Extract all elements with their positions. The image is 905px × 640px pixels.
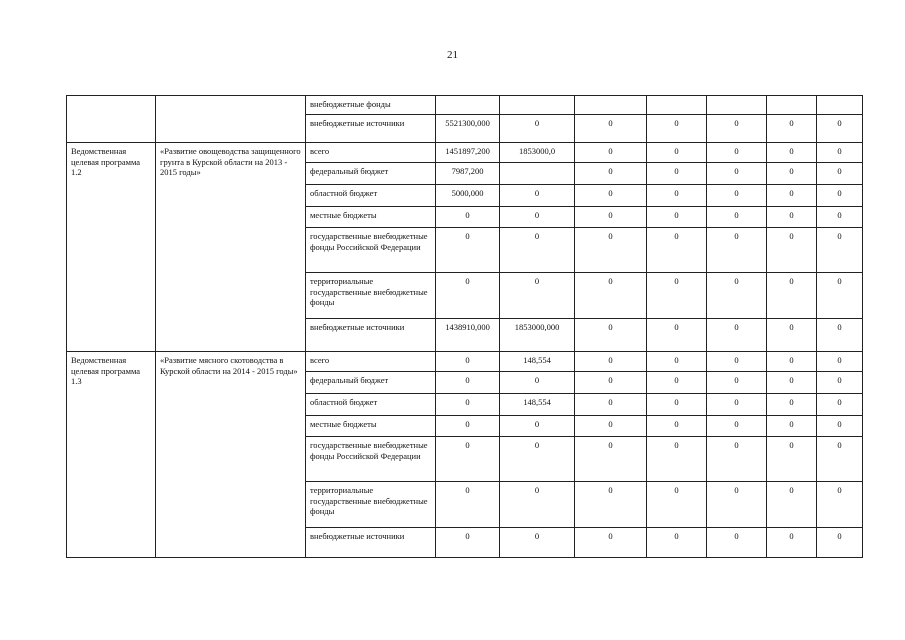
- value-cell: 0: [647, 437, 707, 482]
- value-cell: 0: [575, 143, 647, 163]
- funding-source-cell: местные бюджеты: [306, 207, 436, 228]
- value-cell: 0: [817, 437, 863, 482]
- value-cell: 0: [500, 416, 575, 437]
- value-cell: 0: [436, 416, 500, 437]
- value-cell: 0: [707, 163, 767, 185]
- value-cell: 0: [707, 115, 767, 143]
- value-cell: 0: [707, 273, 767, 319]
- value-cell: [575, 96, 647, 115]
- funding-source-cell: внебюджетные источники: [306, 115, 436, 143]
- value-cell: 0: [707, 352, 767, 372]
- value-cell: 0: [767, 273, 817, 319]
- value-cell: 0: [767, 482, 817, 528]
- value-cell: 0: [647, 352, 707, 372]
- value-cell: 0: [436, 207, 500, 228]
- value-cell: 0: [707, 228, 767, 273]
- value-cell: 0: [767, 416, 817, 437]
- program-cell: [67, 96, 156, 143]
- value-cell: 0: [707, 437, 767, 482]
- value-cell: 0: [647, 273, 707, 319]
- value-cell: 0: [817, 528, 863, 558]
- value-cell: 0: [500, 482, 575, 528]
- value-cell: 0: [817, 482, 863, 528]
- value-cell: 0: [436, 273, 500, 319]
- value-cell: 0: [817, 115, 863, 143]
- value-cell: 0: [500, 115, 575, 143]
- value-cell: 1853000,000: [500, 319, 575, 352]
- value-cell: 0: [500, 437, 575, 482]
- value-cell: 0: [767, 228, 817, 273]
- value-cell: 0: [647, 372, 707, 394]
- value-cell: 0: [707, 319, 767, 352]
- program-name-cell: [156, 96, 306, 143]
- value-cell: 0: [575, 372, 647, 394]
- value-cell: 0: [707, 416, 767, 437]
- program-name-cell: «Развитие овощеводства защищенного грунта в Курской области на 2013 - 2015 годы»: [156, 143, 306, 352]
- funding-source-cell: федеральный бюджет: [306, 163, 436, 185]
- value-cell: [500, 96, 575, 115]
- value-cell: 0: [767, 185, 817, 207]
- funding-source-cell: всего: [306, 352, 436, 372]
- value-cell: 0: [575, 482, 647, 528]
- value-cell: 1438910,000: [436, 319, 500, 352]
- value-cell: 0: [575, 416, 647, 437]
- value-cell: 0: [767, 437, 817, 482]
- value-cell: 0: [707, 528, 767, 558]
- value-cell: [707, 96, 767, 115]
- value-cell: 0: [575, 352, 647, 372]
- value-cell: 0: [817, 352, 863, 372]
- funding-source-cell: территориальные государственные внебюджетные фонды: [306, 273, 436, 319]
- value-cell: 0: [767, 319, 817, 352]
- value-cell: 0: [500, 273, 575, 319]
- value-cell: 0: [575, 437, 647, 482]
- value-cell: 0: [707, 143, 767, 163]
- value-cell: 0: [575, 185, 647, 207]
- table-row: [67, 352, 863, 372]
- value-cell: 1853000,0: [500, 143, 575, 163]
- value-cell: 0: [575, 528, 647, 558]
- value-cell: 0: [436, 352, 500, 372]
- value-cell: 5000,000: [436, 185, 500, 207]
- value-cell: 0: [767, 143, 817, 163]
- budget-table: [66, 95, 863, 558]
- table-body: [67, 96, 863, 558]
- value-cell: 0: [436, 228, 500, 273]
- funding-source-cell: внебюджетные источники: [306, 319, 436, 352]
- value-cell: 0: [575, 319, 647, 352]
- value-cell: 0: [817, 273, 863, 319]
- funding-source-cell: территориальные государственные внебюджетные фонды: [306, 482, 436, 528]
- value-cell: 0: [817, 394, 863, 416]
- value-cell: 0: [817, 372, 863, 394]
- table-row: [67, 143, 863, 163]
- value-cell: 0: [707, 185, 767, 207]
- value-cell: 7987,200: [436, 163, 500, 185]
- value-cell: 148,554: [500, 394, 575, 416]
- value-cell: 0: [436, 437, 500, 482]
- value-cell: 0: [767, 394, 817, 416]
- value-cell: 0: [575, 207, 647, 228]
- value-cell: 0: [575, 163, 647, 185]
- page-number: 21: [447, 49, 458, 61]
- value-cell: 0: [647, 228, 707, 273]
- value-cell: 5521300,000: [436, 115, 500, 143]
- value-cell: 0: [767, 115, 817, 143]
- value-cell: 0: [436, 394, 500, 416]
- value-cell: 0: [436, 372, 500, 394]
- value-cell: 0: [500, 185, 575, 207]
- value-cell: 0: [707, 482, 767, 528]
- value-cell: 0: [647, 207, 707, 228]
- value-cell: 0: [707, 394, 767, 416]
- value-cell: 0: [500, 372, 575, 394]
- table-row: [67, 96, 863, 115]
- value-cell: 0: [647, 528, 707, 558]
- value-cell: 0: [436, 528, 500, 558]
- value-cell: 0: [767, 528, 817, 558]
- value-cell: 0: [575, 394, 647, 416]
- value-cell: 0: [767, 372, 817, 394]
- value-cell: 0: [500, 228, 575, 273]
- value-cell: 0: [647, 416, 707, 437]
- funding-source-cell: всего: [306, 143, 436, 163]
- value-cell: 1451897,200: [436, 143, 500, 163]
- value-cell: 0: [500, 207, 575, 228]
- funding-source-cell: внебюджетные фонды: [306, 96, 436, 115]
- value-cell: 0: [500, 528, 575, 558]
- funding-source-cell: внебюджетные источники: [306, 528, 436, 558]
- funding-source-cell: областной бюджет: [306, 394, 436, 416]
- value-cell: 0: [647, 143, 707, 163]
- funding-source-cell: областной бюджет: [306, 185, 436, 207]
- value-cell: [767, 96, 817, 115]
- value-cell: 0: [575, 228, 647, 273]
- value-cell: 0: [707, 207, 767, 228]
- value-cell: 0: [647, 185, 707, 207]
- program-cell: Ведомственная целевая программа 1.2: [67, 143, 156, 352]
- funding-source-cell: местные бюджеты: [306, 416, 436, 437]
- funding-source-cell: государственные внебюджетные фонды Российской Федерации: [306, 228, 436, 273]
- value-cell: 0: [647, 482, 707, 528]
- funding-source-cell: федеральный бюджет: [306, 372, 436, 394]
- value-cell: [817, 96, 863, 115]
- value-cell: [647, 96, 707, 115]
- value-cell: 0: [817, 319, 863, 352]
- value-cell: 0: [647, 115, 707, 143]
- value-cell: 0: [817, 207, 863, 228]
- value-cell: 0: [647, 163, 707, 185]
- value-cell: 0: [817, 143, 863, 163]
- program-cell: Ведомственная целевая программа 1.3: [67, 352, 156, 558]
- value-cell: 0: [817, 228, 863, 273]
- program-name-cell: «Развитие мясного скотоводства в Курской области на 2014 - 2015 годы»: [156, 352, 306, 558]
- value-cell: 0: [817, 416, 863, 437]
- value-cell: 0: [767, 163, 817, 185]
- value-cell: [436, 96, 500, 115]
- value-cell: 0: [647, 319, 707, 352]
- value-cell: 0: [767, 207, 817, 228]
- value-cell: 0: [436, 482, 500, 528]
- value-cell: 0: [647, 394, 707, 416]
- value-cell: [500, 163, 575, 185]
- value-cell: 0: [707, 372, 767, 394]
- value-cell: 0: [767, 352, 817, 372]
- value-cell: 0: [817, 185, 863, 207]
- value-cell: 0: [817, 163, 863, 185]
- value-cell: 0: [575, 273, 647, 319]
- value-cell: 0: [575, 115, 647, 143]
- value-cell: 148,554: [500, 352, 575, 372]
- funding-source-cell: государственные внебюджетные фонды Российской Федерации: [306, 437, 436, 482]
